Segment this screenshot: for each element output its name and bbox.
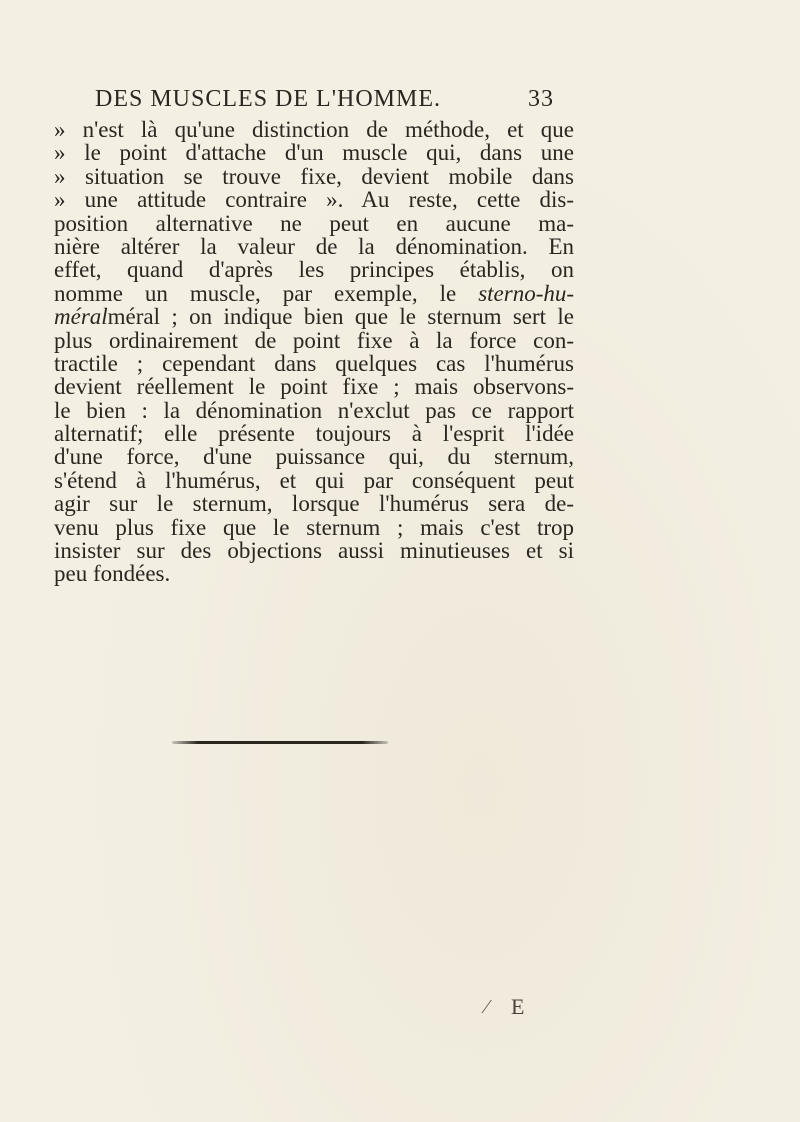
- text-line: d'une force, d'une puissance qui, du sternum,: [54, 444, 574, 470]
- text-line: position alternative ne peut en aucune ma-: [54, 210, 574, 236]
- page-number: 33: [528, 86, 554, 112]
- signature-letter: E: [511, 994, 525, 1019]
- text-line: peu fondées.: [54, 561, 171, 587]
- signature-mark: ⁄: [485, 996, 489, 1018]
- text-line: » situation se trouve fixe, devient mobile dans: [54, 163, 574, 189]
- text-line: agir sur le sternum, lorsque l'humérus sera de-: [54, 491, 574, 517]
- text-segment: nomme un muscle, par exemple, le: [54, 280, 457, 306]
- text-line: venu plus fixe que le sternum ; mais c'est trop: [54, 514, 574, 540]
- text-line: le bien : la dénomination n'exclut pas ce rapport: [54, 397, 574, 423]
- text-line: plus ordinairement de point fixe à la force con-: [54, 327, 574, 353]
- text-line: » n'est là qu'une distinction de méthode, et que: [54, 117, 574, 142]
- italic-term: sterno-hu-: [478, 280, 575, 306]
- running-title: DES MUSCLES DE L'HOMME.: [95, 86, 442, 112]
- text-line: tractile ; cependant dans quelques cas l'humérus: [54, 350, 574, 376]
- text-line-with-term: [54, 282, 574, 305]
- text-line: alternatif; elle présente toujours à l'esprit l'idée: [54, 421, 574, 447]
- text-line: effet, quand d'après les principes établis, on: [54, 257, 574, 283]
- text-line: nière altérer la valeur de la dénomination. En: [54, 233, 574, 259]
- page-header: [95, 86, 554, 116]
- text-line-with-term: [54, 305, 574, 328]
- text-line: s'étend à l'humérus, et qui par conséquent peut: [54, 467, 574, 493]
- section-divider: [172, 741, 388, 744]
- text-line: insister sur des objections aussi minutieuses et si: [54, 538, 574, 564]
- text-line: » le point d'attache d'un muscle qui, dans une: [54, 140, 574, 166]
- italic-term: méral: [54, 304, 108, 330]
- body-text: [54, 118, 574, 586]
- text-segment: méral ; on indique bien que le sternum sert le: [107, 304, 574, 330]
- text-line: devient réellement le point fixe ; mais observons-: [54, 374, 574, 400]
- text-line: » une attitude contraire ». Au reste, cette dis-: [54, 187, 574, 213]
